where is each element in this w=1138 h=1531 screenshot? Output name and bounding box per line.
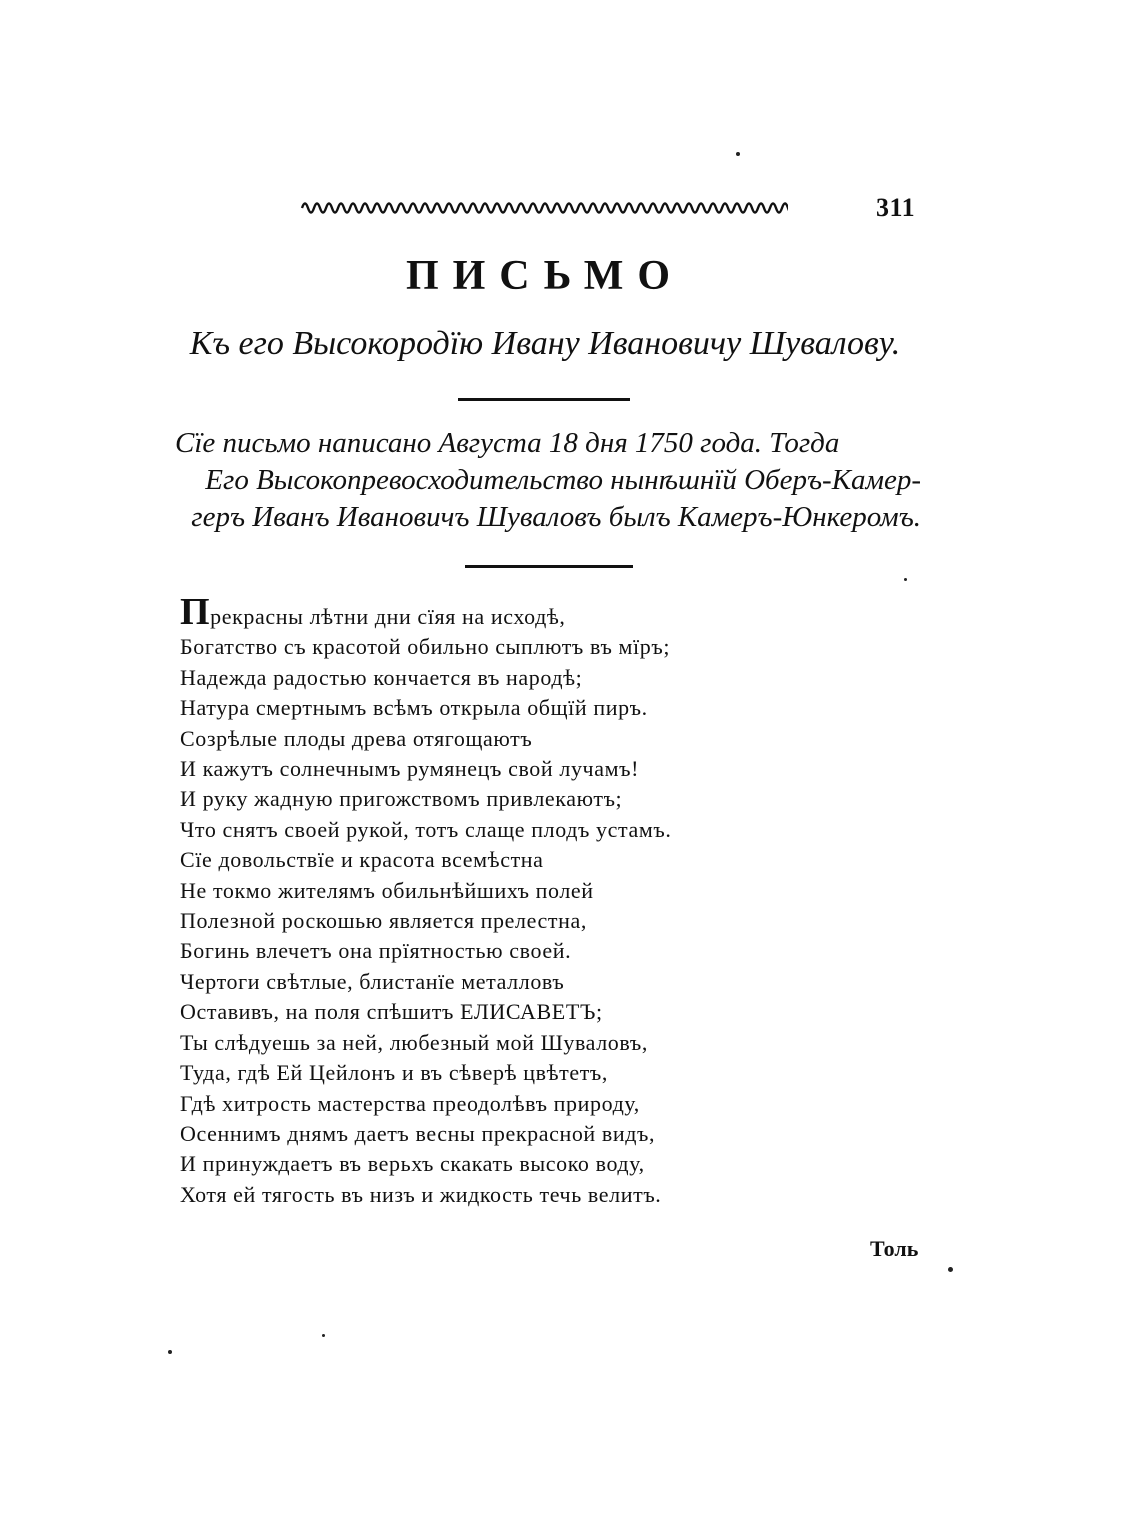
catchword: Толь — [870, 1236, 919, 1261]
scan-speck — [736, 152, 740, 156]
note-line: Сїе письмо написано Августа 18 дня 1750 года. Тогда — [175, 427, 840, 459]
poem-line: Оставивъ, на поля спѣшитъ ЕЛИСАВЕТЪ; — [180, 999, 603, 1025]
note-line: Его Высокопревосходительство нынѣшнїй Оберъ-Камер- — [205, 464, 921, 496]
scan-speck — [322, 1334, 325, 1337]
poem-line: Богатство съ красотой обильно сыплютъ въ мїръ; — [180, 634, 671, 660]
introductory-note — [175, 425, 921, 536]
poem-line: И кажутъ солнечнымъ румянецъ свой лучамъ! — [180, 756, 640, 782]
divider-rule — [465, 565, 633, 568]
page-number: 311 — [876, 193, 916, 222]
poem-line: Ты слѣдуешь за ней, любезный мой Шуваловъ, — [180, 1029, 648, 1055]
poem-line: Туда, гдѣ Ей Цейлонъ и въ сѣверѣ цвѣтетъ, — [180, 1060, 608, 1086]
poem-line: Полезной роскошью является прелестна, — [180, 908, 587, 934]
dedication-subtitle: Къ его Высокородїю Ивану Ивановичу Шувалову. — [189, 325, 901, 362]
poem-line: Созрѣлые плоды древа отягощаютъ — [180, 725, 533, 751]
scan-speck — [168, 1350, 172, 1354]
poem-line: Натура смертнымъ всѣмъ открыла общїй пиръ. — [180, 695, 648, 721]
poem-line: Богинь влечетъ она прїятностью своей. — [180, 938, 572, 964]
scan-speck — [904, 578, 907, 581]
poem-line: Гдѣ хитрость мастерства преодолѣвъ природу, — [180, 1090, 640, 1116]
page-title: ПИСЬМО — [405, 253, 685, 299]
poem-line: И принуждаетъ въ верьхъ скакать высоко воду, — [180, 1151, 645, 1177]
divider-rule — [458, 398, 630, 401]
scan-speck — [948, 1267, 953, 1272]
poem-line: Надежда радостью кончается въ народѣ; — [180, 664, 583, 690]
poem-line: Хотя ей тягость въ низъ и жидкость течь велитъ. — [180, 1181, 662, 1207]
poem-line: Осеннимъ днямъ даетъ весны прекрасной видъ, — [180, 1120, 656, 1146]
poem-line: Что снятъ своей рукой, тотъ слаще плодъ устамъ. — [180, 816, 672, 842]
poem-line: Не токмо жителямъ обильнѣйшихъ полей — [180, 877, 594, 903]
poem-line: Сїе довольствїе и красота всемѣстна — [180, 847, 544, 873]
poem-text — [180, 591, 840, 1210]
poem-line: И руку жадную пригожствомъ привлекаютъ; — [180, 786, 623, 812]
note-line: геръ Иванъ Ивановичъ Шуваловъ былъ Камеръ-Юнкеромъ. — [191, 501, 921, 533]
header-ornament — [300, 195, 788, 217]
poem-line: Чертоги свѣтлые, блистанїе металловъ — [180, 968, 565, 994]
poem-line: Прекрасны лѣтни дни сїяя на исходѣ, — [180, 591, 566, 633]
